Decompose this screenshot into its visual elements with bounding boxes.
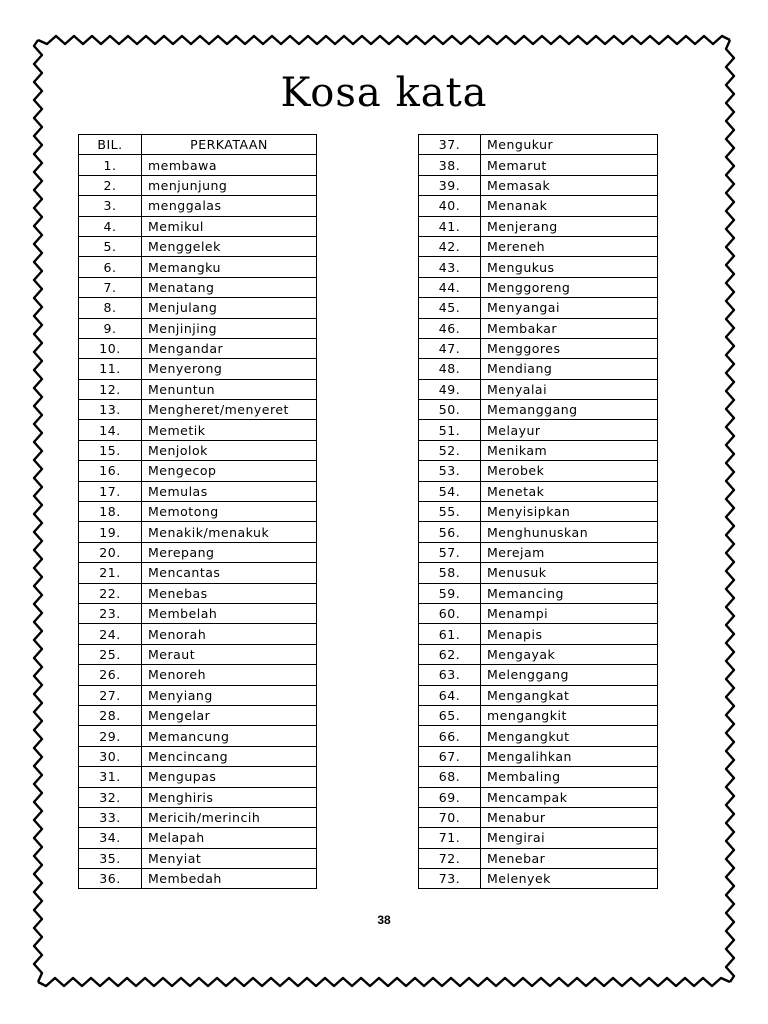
row-word: Menjolok (142, 440, 317, 460)
row-number: 43. (419, 257, 481, 277)
row-number: 39. (419, 175, 481, 195)
row-number: 41. (419, 216, 481, 236)
row-word: Mengandar (142, 338, 317, 358)
row-number: 9. (79, 318, 142, 338)
table-row (79, 583, 317, 603)
row-word: Mendiang (481, 359, 658, 379)
row-number: 27. (79, 685, 142, 705)
row-word: Mengelar (142, 705, 317, 725)
table-row (419, 175, 658, 195)
table-row (79, 767, 317, 787)
row-word: Melapah (142, 828, 317, 848)
table-row (79, 746, 317, 766)
row-word: Menghunuskan (481, 522, 658, 542)
row-word: mengangkit (481, 705, 658, 725)
border-zigzag-right (726, 40, 734, 982)
row-word: Menatang (142, 277, 317, 297)
row-word: Menghiris (142, 787, 317, 807)
row-word: Menggoreng (481, 277, 658, 297)
header-bil: BIL. (79, 135, 142, 155)
row-number: 12. (79, 379, 142, 399)
row-number: 61. (419, 624, 481, 644)
row-number: 37. (419, 135, 481, 155)
table-row (79, 869, 317, 889)
row-word: Memasak (481, 175, 658, 195)
row-word: Menggores (481, 338, 658, 358)
row-word: Memancing (481, 583, 658, 603)
row-word: Mengheret/menyeret (142, 400, 317, 420)
table-row (79, 298, 317, 318)
row-number: 66. (419, 726, 481, 746)
table-row (419, 502, 658, 522)
row-word: Mencincang (142, 746, 317, 766)
row-number: 31. (79, 767, 142, 787)
table-row (79, 787, 317, 807)
row-word: Menjinjing (142, 318, 317, 338)
border-zigzag-bottom (38, 978, 730, 986)
row-number: 71. (419, 828, 481, 848)
row-number: 42. (419, 236, 481, 256)
table-row (79, 502, 317, 522)
row-number: 45. (419, 298, 481, 318)
row-number: 13. (79, 400, 142, 420)
row-number: 56. (419, 522, 481, 542)
table-row (419, 685, 658, 705)
table-row (419, 848, 658, 868)
row-number: 25. (79, 644, 142, 664)
table-row (419, 869, 658, 889)
row-word: Memancung (142, 726, 317, 746)
table-row (79, 196, 317, 216)
row-number: 34. (79, 828, 142, 848)
table-row (79, 848, 317, 868)
row-number: 35. (79, 848, 142, 868)
row-number: 3. (79, 196, 142, 216)
table-row (79, 277, 317, 297)
table-row (419, 257, 658, 277)
table-row (419, 461, 658, 481)
table-row (79, 665, 317, 685)
row-word: Menebas (142, 583, 317, 603)
row-word: Memetik (142, 420, 317, 440)
row-number: 24. (79, 624, 142, 644)
table-row (419, 318, 658, 338)
row-word: Memangku (142, 257, 317, 277)
row-number: 64. (419, 685, 481, 705)
row-number: 50. (419, 400, 481, 420)
row-number: 2. (79, 175, 142, 195)
table-row (419, 563, 658, 583)
row-word: Memotong (142, 502, 317, 522)
table-row (79, 807, 317, 827)
row-word: Mencantas (142, 563, 317, 583)
row-word: Menikam (481, 440, 658, 460)
row-number: 26. (79, 665, 142, 685)
vocab-table-left (78, 134, 317, 889)
row-number: 32. (79, 787, 142, 807)
row-word: Mengalihkan (481, 746, 658, 766)
table-row (79, 705, 317, 725)
row-number: 44. (419, 277, 481, 297)
row-word: menjunjung (142, 175, 317, 195)
row-word: Memulas (142, 481, 317, 501)
table-row (79, 257, 317, 277)
table-row (419, 420, 658, 440)
table-row (419, 807, 658, 827)
row-word: Menetak (481, 481, 658, 501)
table-row (419, 196, 658, 216)
row-number: 54. (419, 481, 481, 501)
row-word: Menanak (481, 196, 658, 216)
table-row (79, 726, 317, 746)
row-number: 21. (79, 563, 142, 583)
table-row (79, 563, 317, 583)
header-perkataan: PERKATAAN (142, 135, 317, 155)
row-number: 17. (79, 481, 142, 501)
row-number: 33. (79, 807, 142, 827)
table-row (419, 298, 658, 318)
row-number: 15. (79, 440, 142, 460)
table-row (419, 481, 658, 501)
row-word: Membakar (481, 318, 658, 338)
row-word: Menampi (481, 603, 658, 623)
row-number: 30. (79, 746, 142, 766)
row-word: Mengirai (481, 828, 658, 848)
row-number: 22. (79, 583, 142, 603)
row-word: Membedah (142, 869, 317, 889)
row-number: 52. (419, 440, 481, 460)
table-row (79, 400, 317, 420)
page-number: 38 (377, 913, 391, 927)
row-number: 5. (79, 236, 142, 256)
table-row (419, 705, 658, 725)
table-row (419, 277, 658, 297)
table-row (79, 318, 317, 338)
row-number: 29. (79, 726, 142, 746)
row-number: 60. (419, 603, 481, 623)
row-number: 67. (419, 746, 481, 766)
table-row (79, 644, 317, 664)
row-word: Melenyek (481, 869, 658, 889)
row-number: 19. (79, 522, 142, 542)
table-row (419, 644, 658, 664)
row-word: Menyangai (481, 298, 658, 318)
row-number: 73. (419, 869, 481, 889)
row-word: Menebar (481, 848, 658, 868)
table-row (419, 338, 658, 358)
row-number: 68. (419, 767, 481, 787)
table-row (419, 828, 658, 848)
table-row (419, 665, 658, 685)
row-number: 48. (419, 359, 481, 379)
row-number: 65. (419, 705, 481, 725)
table-row (79, 216, 317, 236)
border-zigzag-left (34, 40, 42, 982)
row-number: 36. (79, 869, 142, 889)
row-number: 51. (419, 420, 481, 440)
row-word: Mengupas (142, 767, 317, 787)
table-row (419, 135, 658, 155)
row-word: Membelah (142, 603, 317, 623)
row-number: 46. (419, 318, 481, 338)
table-row (79, 522, 317, 542)
row-number: 53. (419, 461, 481, 481)
row-word: Menakik/menakuk (142, 522, 317, 542)
table-row (419, 746, 658, 766)
row-number: 63. (419, 665, 481, 685)
table-row (79, 461, 317, 481)
table-row (79, 379, 317, 399)
table-row (419, 379, 658, 399)
table-row (419, 155, 658, 175)
row-word: Menapis (481, 624, 658, 644)
table-row (419, 542, 658, 562)
row-word: Memikul (142, 216, 317, 236)
row-number: 49. (419, 379, 481, 399)
row-number: 11. (79, 359, 142, 379)
row-number: 72. (419, 848, 481, 868)
row-number: 4. (79, 216, 142, 236)
row-number: 1. (79, 155, 142, 175)
row-number: 8. (79, 298, 142, 318)
table-row (79, 420, 317, 440)
row-number: 28. (79, 705, 142, 725)
row-word: Mengukus (481, 257, 658, 277)
row-word: Meraut (142, 644, 317, 664)
row-number: 6. (79, 257, 142, 277)
row-word: Menyiat (142, 848, 317, 868)
table-row (419, 583, 658, 603)
table-row (419, 603, 658, 623)
row-number: 59. (419, 583, 481, 603)
row-word: Mengangkut (481, 726, 658, 746)
table-row (79, 828, 317, 848)
row-number: 40. (419, 196, 481, 216)
row-word: membawa (142, 155, 317, 175)
row-word: Merejam (481, 542, 658, 562)
table-row (79, 359, 317, 379)
row-word: Mengangkat (481, 685, 658, 705)
row-number: 7. (79, 277, 142, 297)
row-number: 47. (419, 338, 481, 358)
row-number: 20. (79, 542, 142, 562)
table-row (419, 726, 658, 746)
table-header-row (79, 135, 317, 155)
row-number: 62. (419, 644, 481, 664)
row-word: Menyiang (142, 685, 317, 705)
row-word: Menyerong (142, 359, 317, 379)
row-number: 18. (79, 502, 142, 522)
row-word: Menggelek (142, 236, 317, 256)
table-row (79, 685, 317, 705)
table-row (79, 155, 317, 175)
table-row (79, 481, 317, 501)
row-word: Mereneh (481, 236, 658, 256)
table-row (419, 400, 658, 420)
row-number: 38. (419, 155, 481, 175)
vocab-table-right (418, 134, 658, 889)
row-number: 57. (419, 542, 481, 562)
table-row (419, 787, 658, 807)
table-row (419, 359, 658, 379)
row-number: 14. (79, 420, 142, 440)
table-row (79, 440, 317, 460)
row-word: Mencampak (481, 787, 658, 807)
table-row (419, 440, 658, 460)
row-word: Menabur (481, 807, 658, 827)
row-word: Merepang (142, 542, 317, 562)
row-word: menggalas (142, 196, 317, 216)
row-word: Menyisipkan (481, 502, 658, 522)
row-word: Mericih/merincih (142, 807, 317, 827)
table-row (419, 624, 658, 644)
row-word: Menusuk (481, 563, 658, 583)
table-row (79, 542, 317, 562)
row-number: 58. (419, 563, 481, 583)
border-zigzag-top (38, 36, 730, 44)
row-number: 69. (419, 787, 481, 807)
row-word: Memarut (481, 155, 658, 175)
table-row (79, 624, 317, 644)
table-row (79, 236, 317, 256)
row-word: Melenggang (481, 665, 658, 685)
row-word: Menyalai (481, 379, 658, 399)
row-word: Mengayak (481, 644, 658, 664)
table-row (79, 338, 317, 358)
row-word: Membaling (481, 767, 658, 787)
row-word: Mengecop (142, 461, 317, 481)
row-word: Merobek (481, 461, 658, 481)
table-row (79, 603, 317, 623)
row-word: Menjulang (142, 298, 317, 318)
table-row (419, 216, 658, 236)
row-number: 55. (419, 502, 481, 522)
row-number: 10. (79, 338, 142, 358)
table-row (419, 767, 658, 787)
page-title: Kosa kata (280, 70, 488, 116)
row-word: Menjerang (481, 216, 658, 236)
row-number: 23. (79, 603, 142, 623)
row-word: Menuntun (142, 379, 317, 399)
table-row (419, 236, 658, 256)
row-number: 16. (79, 461, 142, 481)
row-word: Melayur (481, 420, 658, 440)
row-word: Memanggang (481, 400, 658, 420)
table-row (419, 522, 658, 542)
row-word: Menorah (142, 624, 317, 644)
row-word: Mengukur (481, 135, 658, 155)
table-row (79, 175, 317, 195)
row-number: 70. (419, 807, 481, 827)
row-word: Menoreh (142, 665, 317, 685)
